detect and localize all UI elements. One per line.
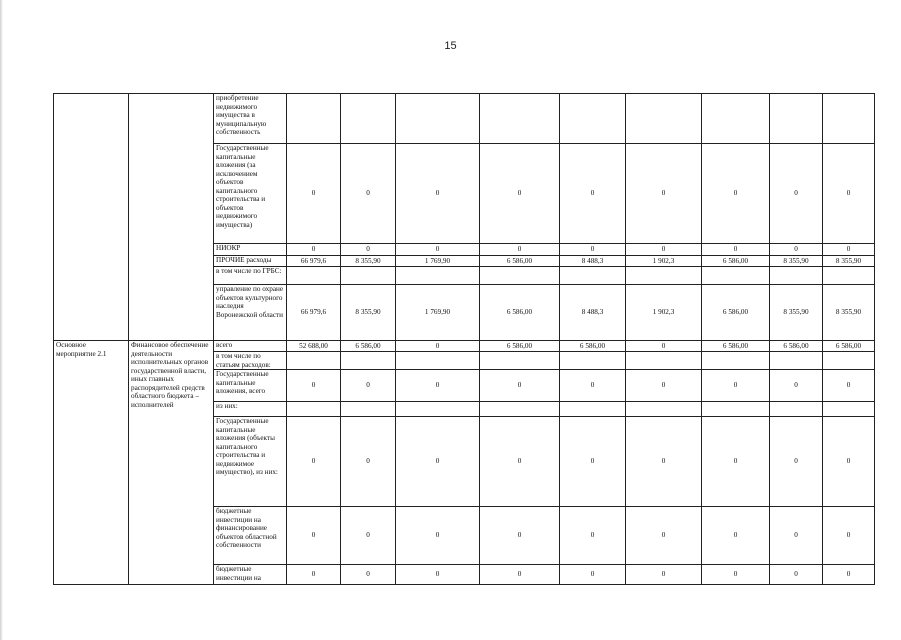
value-cell [287,267,341,285]
value-cell [480,267,560,285]
value-cell: 0 [480,144,560,244]
value-cell [341,402,396,417]
measure-name-cell [129,94,214,341]
value-cell: 0 [823,144,875,244]
row-description: приобретение недвижимого имущества в муниципальную собственность [214,94,287,144]
row-description: из них: [214,402,287,417]
value-cell [770,352,823,370]
value-cell: 6 586,00 [480,285,560,341]
value-cell: 8 355,90 [341,256,396,267]
value-cell: 0 [341,244,396,256]
value-cell: 1 769,90 [396,256,480,267]
value-cell [560,402,626,417]
value-cell: 0 [396,565,480,585]
budget-table [53,93,875,585]
value-cell: 0 [341,507,396,565]
value-cell: 1 902,3 [626,256,702,267]
value-cell: 52 688,00 [287,341,341,352]
value-cell: 0 [702,244,770,256]
value-cell: 6 586,00 [341,341,396,352]
value-cell: 0 [341,144,396,244]
value-cell: 0 [341,417,396,507]
value-cell [480,352,560,370]
value-cell [823,352,875,370]
value-cell: 8 355,90 [823,256,875,267]
value-cell: 0 [823,417,875,507]
value-cell [480,402,560,417]
value-cell: 8 355,90 [341,285,396,341]
value-cell [341,352,396,370]
row-description: ПРОЧИЕ расходы [214,256,287,267]
row-description: бюджетные инвестиции на финансирование объектов областной собственности [214,507,287,565]
value-cell: 8 355,90 [770,256,823,267]
value-cell [770,402,823,417]
value-cell: 6 586,00 [702,256,770,267]
row-description: Государственные капитальные вложения, всего [214,370,287,402]
value-cell: 6 586,00 [702,341,770,352]
value-cell [287,94,341,144]
value-cell: 0 [823,370,875,402]
value-cell: 0 [626,417,702,507]
value-cell: 0 [287,144,341,244]
value-cell [396,402,480,417]
row-description: НИОКР [214,244,287,256]
value-cell: 0 [560,565,626,585]
value-cell: 0 [770,507,823,565]
value-cell [341,94,396,144]
value-cell [823,402,875,417]
table-row [54,94,875,144]
value-cell: 8 488,3 [560,285,626,341]
value-cell: 0 [770,244,823,256]
value-cell: 0 [480,507,560,565]
value-cell [823,94,875,144]
row-description: Государственные капитальные вложения (объекты капитального строительства и недвижимое имущество), из них: [214,417,287,507]
value-cell [823,267,875,285]
value-cell: 0 [702,144,770,244]
value-cell [702,267,770,285]
value-cell: 8 355,90 [770,285,823,341]
value-cell: 6 586,00 [702,285,770,341]
value-cell: 6 586,00 [480,256,560,267]
value-cell: 1 902,3 [626,285,702,341]
value-cell: 0 [770,417,823,507]
value-cell: 0 [480,417,560,507]
value-cell [702,94,770,144]
value-cell [626,94,702,144]
value-cell: 0 [341,565,396,585]
value-cell: 0 [480,244,560,256]
value-cell: 0 [626,370,702,402]
value-cell: 8 488,3 [560,256,626,267]
value-cell [560,352,626,370]
value-cell [560,94,626,144]
value-cell: 0 [770,370,823,402]
value-cell [287,352,341,370]
value-cell [770,94,823,144]
value-cell [626,267,702,285]
value-cell: 0 [341,370,396,402]
value-cell: 0 [560,144,626,244]
row-description: бюджетные инвестиции на [214,565,287,585]
value-cell [702,352,770,370]
value-cell: 0 [287,507,341,565]
value-cell: 0 [823,244,875,256]
value-cell: 0 [560,417,626,507]
value-cell [341,267,396,285]
value-cell: 0 [823,565,875,585]
value-cell: 0 [396,144,480,244]
row-description: Государственные капитальные вложения (за исключением объектов капитального строительства и объектов недвижимого имущества) [214,144,287,244]
row-description: в том числе по статьям расходов: [214,352,287,370]
value-cell [396,352,480,370]
value-cell [702,402,770,417]
value-cell: 66 979,6 [287,285,341,341]
value-cell: 6 586,00 [770,341,823,352]
value-cell: 0 [626,507,702,565]
value-cell: 8 355,90 [823,285,875,341]
value-cell: 0 [287,370,341,402]
value-cell: 0 [560,244,626,256]
value-cell: 0 [702,417,770,507]
value-cell: 0 [702,507,770,565]
value-cell: 0 [702,370,770,402]
table-row [54,341,875,352]
value-cell: 6 586,00 [823,341,875,352]
value-cell: 6 586,00 [560,341,626,352]
measure-cell: Основное мероприятие 2.1 [54,341,129,585]
value-cell [626,352,702,370]
value-cell: 0 [396,370,480,402]
value-cell: 0 [626,341,702,352]
value-cell: 0 [626,565,702,585]
value-cell: 0 [396,244,480,256]
value-cell: 0 [702,565,770,585]
value-cell: 0 [560,507,626,565]
value-cell: 0 [480,370,560,402]
value-cell: 0 [287,417,341,507]
value-cell [480,94,560,144]
measure-cell [54,94,129,341]
value-cell: 0 [770,144,823,244]
value-cell: 0 [396,507,480,565]
value-cell: 6 586,00 [480,341,560,352]
measure-name-cell: Финансовое обеспечение деятельности исполнительных органов государственной власти, иных главных распорядителей средств областного бюджета – исполнителей [129,341,214,585]
value-cell: 0 [823,507,875,565]
value-cell: 0 [560,370,626,402]
value-cell [770,267,823,285]
scan-edge [0,0,3,640]
value-cell [560,267,626,285]
value-cell [396,94,480,144]
page-number: 15 [444,40,457,52]
row-description: всего [214,341,287,352]
row-description: в том числе по ГРБС: [214,267,287,285]
value-cell: 0 [287,244,341,256]
row-description: управление по охране объектов культурного наследия Воронежской области [214,285,287,341]
value-cell [626,402,702,417]
value-cell: 66 979,6 [287,256,341,267]
table-body [54,94,875,585]
value-cell: 0 [626,144,702,244]
value-cell: 0 [396,417,480,507]
value-cell: 0 [626,244,702,256]
value-cell: 0 [480,565,560,585]
value-cell: 0 [770,565,823,585]
value-cell [287,402,341,417]
value-cell: 1 769,90 [396,285,480,341]
value-cell: 0 [396,341,480,352]
value-cell [396,267,480,285]
value-cell: 0 [287,565,341,585]
